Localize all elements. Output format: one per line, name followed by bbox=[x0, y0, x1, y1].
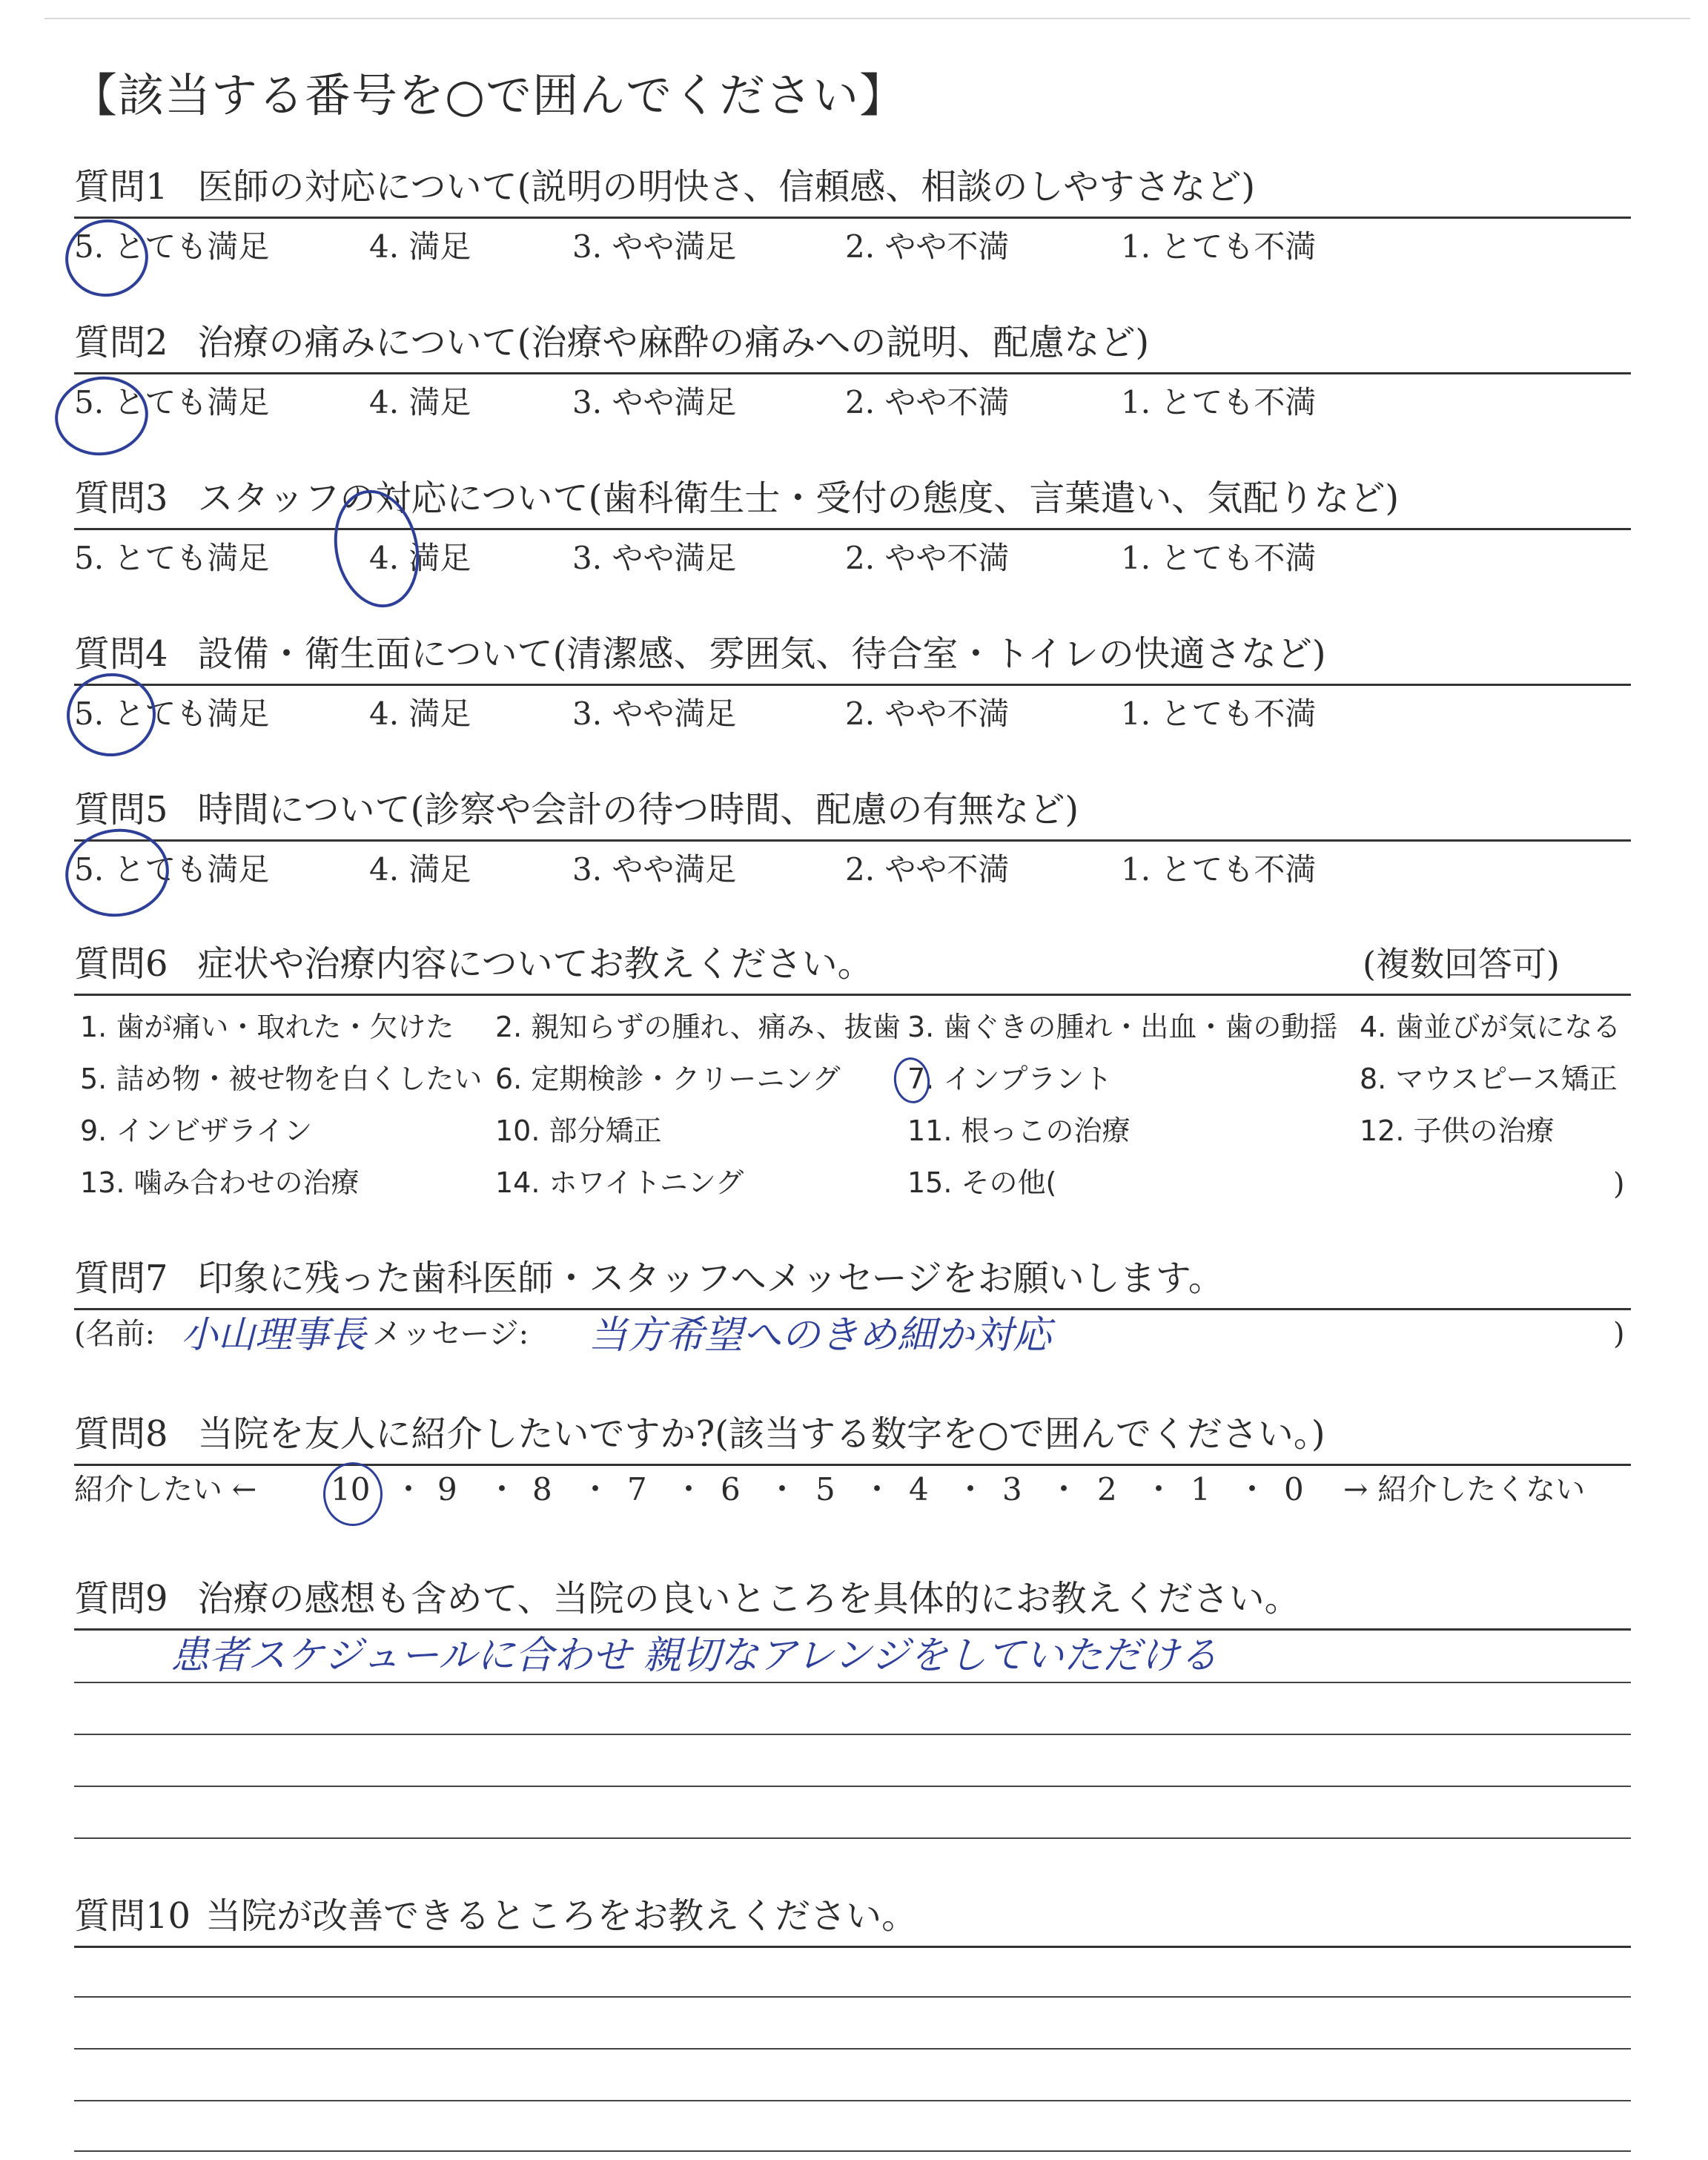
question-2-title bbox=[74, 320, 1149, 365]
question-10-rule bbox=[74, 1946, 1631, 1948]
question-9-label: 質問9 bbox=[74, 1578, 168, 1619]
q8-separator: ・ bbox=[580, 1471, 612, 1507]
question-7-title bbox=[74, 1256, 1224, 1301]
q3-option-5[interactable]: 5. とても満足 bbox=[74, 540, 270, 576]
q9-write-line bbox=[74, 1786, 1631, 1787]
q8-scale-1[interactable]: 1 bbox=[1191, 1471, 1211, 1507]
question-6-label: 質問6 bbox=[74, 943, 168, 985]
q8-scale-3[interactable]: 3 bbox=[1002, 1471, 1022, 1507]
q4-option-4[interactable]: 4. 満足 bbox=[369, 696, 471, 732]
q9-answer[interactable]: 患者スケジュールに合わせ 親切なアレンジをしていただける bbox=[171, 1634, 1218, 1678]
q8-scale-6[interactable]: 6 bbox=[721, 1471, 741, 1507]
q7-name-label: (名前: bbox=[74, 1317, 156, 1351]
question-5-rule bbox=[74, 839, 1631, 842]
q7-close-paren: ) bbox=[1613, 1317, 1625, 1351]
q1-option-3[interactable]: 3. やや満足 bbox=[572, 228, 737, 265]
question-10-text: 当院が改善できるところをお教えください。 bbox=[205, 1895, 918, 1937]
q10-write-line[interactable] bbox=[74, 2150, 1631, 2152]
q5-option-2[interactable]: 2. やや不満 bbox=[845, 851, 1010, 888]
q5-option-5[interactable]: 5. とても満足 bbox=[74, 851, 270, 888]
question-4-label: 質問4 bbox=[74, 633, 168, 675]
question-7-rule bbox=[74, 1308, 1631, 1310]
q8-separator: ・ bbox=[486, 1471, 518, 1507]
question-7-text: 印象に残った歯科医師・スタッフへメッセージをお願いします。 bbox=[197, 1258, 1224, 1299]
q8-scale-2[interactable]: 2 bbox=[1097, 1471, 1117, 1507]
question-2-label: 質問2 bbox=[74, 322, 168, 363]
q8-scale-10[interactable]: 10 bbox=[331, 1471, 371, 1507]
q6-option-1[interactable]: 1. 歯が痛い・取れた・欠けた bbox=[80, 1011, 454, 1043]
q6-option-10[interactable]: 10. 部分矯正 bbox=[495, 1114, 662, 1147]
q3-option-3[interactable]: 3. やや満足 bbox=[572, 540, 737, 576]
q2-option-1[interactable]: 1. とても不満 bbox=[1121, 384, 1317, 420]
q7-message-label: メッセージ: bbox=[372, 1317, 529, 1351]
q8-separator: ・ bbox=[861, 1471, 893, 1507]
q8-separator: ・ bbox=[1143, 1471, 1175, 1507]
q1-option-1[interactable]: 1. とても不満 bbox=[1121, 228, 1317, 265]
q6-option-2[interactable]: 2. 親知らずの腫れ、痛み、抜歯 bbox=[495, 1011, 901, 1043]
question-10-label: 質問10 bbox=[74, 1895, 191, 1937]
q8-separator: ・ bbox=[955, 1471, 987, 1507]
q2-option-5[interactable]: 5. とても満足 bbox=[74, 384, 270, 420]
q6-option-14[interactable]: 14. ホワイトニング bbox=[495, 1166, 744, 1199]
q8-right-label: → 紹介したくない bbox=[1343, 1473, 1586, 1507]
question-8-text: 当院を友人に紹介したいですか?(該当する数字を○で囲んでください。) bbox=[197, 1413, 1325, 1455]
question-4-text: 設備・衛生面について(清潔感、雰囲気、待合室・トイレの快適さなど) bbox=[197, 633, 1326, 675]
q10-write-line[interactable] bbox=[74, 2100, 1631, 2101]
q3-option-1[interactable]: 1. とても不満 bbox=[1121, 540, 1317, 576]
q6-option-4[interactable]: 4. 歯並びが気になる bbox=[1360, 1011, 1621, 1043]
q4-option-2[interactable]: 2. やや不満 bbox=[845, 696, 1010, 732]
question-6-text: 症状や治療内容についてお教えください。 bbox=[197, 943, 873, 985]
question-9-text: 治療の感想も含めて、当院の良いところを具体的にお教えください。 bbox=[197, 1578, 1300, 1619]
q8-separator: ・ bbox=[673, 1471, 705, 1507]
q8-separator: ・ bbox=[767, 1471, 798, 1507]
q6-other-close-paren: ) bbox=[1613, 1167, 1625, 1201]
question-8-rule bbox=[74, 1464, 1631, 1466]
question-6-title bbox=[74, 942, 873, 986]
question-3-text: スタッフの対応について(歯科衛生士・受付の態度、言葉遣い、気配りなど) bbox=[197, 478, 1400, 519]
q6-option-5[interactable]: 5. 詰め物・被せ物を白くしたい bbox=[80, 1063, 483, 1095]
q6-option-3[interactable]: 3. 歯ぐきの腫れ・出血・歯の動揺 bbox=[907, 1011, 1338, 1043]
question-9-title bbox=[74, 1576, 1300, 1621]
question-3-rule bbox=[74, 528, 1631, 530]
question-6-rule bbox=[74, 994, 1631, 996]
q1-option-2[interactable]: 2. やや不満 bbox=[845, 228, 1010, 265]
scan-edge-line bbox=[44, 18, 1690, 19]
q9-write-line bbox=[74, 1682, 1631, 1683]
q7-message-value[interactable]: 当方希望へのきめ細か対応 bbox=[589, 1313, 1052, 1358]
q6-option-12[interactable]: 12. 子供の治療 bbox=[1360, 1114, 1555, 1147]
q4-option-5[interactable]: 5. とても満足 bbox=[74, 696, 270, 732]
q8-separator: ・ bbox=[393, 1471, 425, 1507]
q4-answer-circle bbox=[62, 669, 159, 761]
question-1-text: 医師の対応について(説明の明快さ、信頼感、相談のしやすさなど) bbox=[197, 166, 1256, 208]
q10-write-line[interactable] bbox=[74, 1996, 1631, 1998]
question-2-text: 治療の痛みについて(治療や麻酔の痛みへの説明、配慮など) bbox=[197, 322, 1150, 363]
q8-separator: ・ bbox=[1048, 1471, 1080, 1507]
q8-separator: ・ bbox=[1237, 1471, 1268, 1507]
question-10-title bbox=[74, 1894, 917, 1938]
q4-option-1[interactable]: 1. とても不満 bbox=[1121, 696, 1317, 732]
question-5-title bbox=[74, 787, 1079, 832]
question-6-multi-note: (複数回答可) bbox=[1363, 944, 1560, 984]
q7-name-value[interactable]: 小山理事長 bbox=[181, 1313, 366, 1356]
q6-option-8[interactable]: 8. マウスピース矯正 bbox=[1360, 1063, 1618, 1095]
q8-scale-7[interactable]: 7 bbox=[627, 1471, 647, 1507]
q9-write-line bbox=[74, 1734, 1631, 1735]
q3-option-4[interactable]: 4. 満足 bbox=[369, 540, 471, 576]
q5-option-4[interactable]: 4. 満足 bbox=[369, 851, 471, 888]
q8-scale-4[interactable]: 4 bbox=[909, 1471, 929, 1507]
q2-option-2[interactable]: 2. やや不満 bbox=[845, 384, 1010, 420]
question-4-rule bbox=[74, 684, 1631, 686]
q8-scale-0[interactable]: 0 bbox=[1284, 1471, 1304, 1507]
question-3-label: 質問3 bbox=[74, 478, 168, 519]
q2-option-4[interactable]: 4. 満足 bbox=[369, 384, 471, 420]
instruction-header: 【該当する番号を○で囲んでください】 bbox=[71, 68, 907, 122]
q1-option-5[interactable]: 5. とても満足 bbox=[74, 228, 270, 265]
q8-scale-5[interactable]: 5 bbox=[815, 1471, 835, 1507]
q1-option-4[interactable]: 4. 満足 bbox=[369, 228, 471, 265]
question-8-title bbox=[74, 1412, 1325, 1456]
q8-scale-9[interactable]: 9 bbox=[437, 1471, 457, 1507]
q4-option-3[interactable]: 3. やや満足 bbox=[572, 696, 737, 732]
question-1-rule bbox=[74, 217, 1631, 219]
q2-option-3[interactable]: 3. やや満足 bbox=[572, 384, 737, 420]
question-3-title bbox=[74, 476, 1399, 521]
question-1-title bbox=[74, 165, 1255, 209]
q6-option-7[interactable]: 7. インプラント bbox=[907, 1063, 1113, 1095]
question-8-label: 質問8 bbox=[74, 1413, 168, 1455]
question-5-text: 時間について(診察や会計の待つ時間、配慮の有無など) bbox=[197, 789, 1079, 830]
question-9-rule bbox=[74, 1628, 1631, 1631]
q6-option-6[interactable]: 6. 定期検診・クリーニング bbox=[495, 1063, 841, 1095]
question-2-rule bbox=[74, 372, 1631, 374]
q3-option-2[interactable]: 2. やや不満 bbox=[845, 540, 1010, 576]
q8-left-label: 紹介したい ← bbox=[74, 1473, 257, 1507]
q9-write-line bbox=[74, 1837, 1631, 1839]
question-7-label: 質問7 bbox=[74, 1258, 168, 1299]
question-1-label: 質問1 bbox=[74, 166, 168, 208]
q8-scale-8[interactable]: 8 bbox=[532, 1471, 552, 1507]
q5-answer-circle bbox=[59, 822, 174, 923]
q6-option-13[interactable]: 13. 噛み合わせの治療 bbox=[80, 1166, 360, 1199]
q10-write-line[interactable] bbox=[74, 2048, 1631, 2050]
q6-option-15[interactable]: 15. その他( bbox=[907, 1166, 1057, 1199]
q5-option-1[interactable]: 1. とても不満 bbox=[1121, 851, 1317, 888]
q6-option-11[interactable]: 11. 根っこの治療 bbox=[907, 1114, 1131, 1147]
q5-option-3[interactable]: 3. やや満足 bbox=[572, 851, 737, 888]
q8-answer-circle bbox=[323, 1462, 383, 1526]
q6-option-9[interactable]: 9. インビザライン bbox=[80, 1114, 313, 1147]
question-4-title bbox=[74, 632, 1326, 676]
question-5-label: 質問5 bbox=[74, 789, 168, 830]
